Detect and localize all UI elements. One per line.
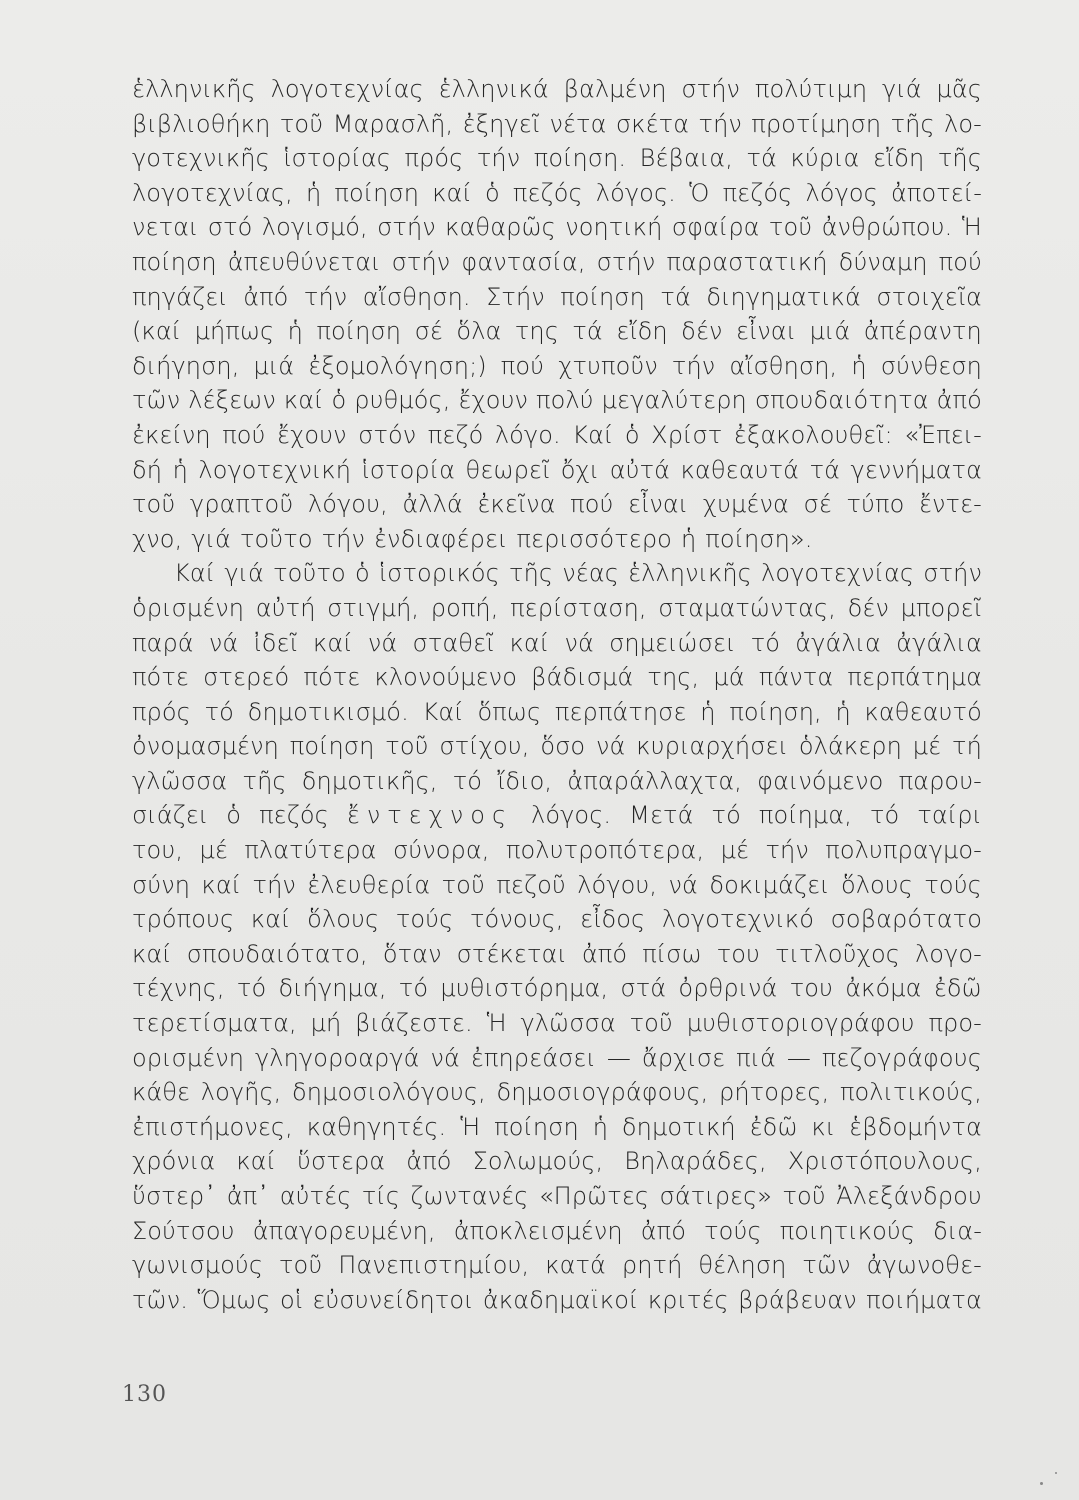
text-line: ορισμένη γληγοροαργά νά ἐπηρεάσει — ἄρχισε πιά — πεζογράφους — [132, 1043, 982, 1072]
text-line: ὁρισμένη αὐτή στιγμή, ροπή, περίσταση, σταματώντας, δέν μπορεῖ — [132, 593, 982, 622]
text-line: σιάζει ὁ πεζός ἔντεχνος λόγος. Μετά τό ποίημα, τό ταίρι — [132, 801, 982, 830]
text-line: καί σπουδαιότατο, ὅταν στέκεται ἀπό πίσω του τιτλοῦχος λογο- — [132, 939, 982, 968]
text-line: τρόπους καί ὅλους τούς τόνους, εἶδος λογοτεχνικό σοβαρότατο — [132, 905, 982, 934]
text-line: τοῦ γραπτοῦ λόγου, ἀλλά ἐκεῖνα πού εἶναι χυμένα σέ τύπο ἔντε- — [132, 490, 982, 519]
text-line: πηγάζει ἀπό τήν αἴσθηση. Στήν ποίηση τά διηγηματικά στοιχεῖα — [132, 282, 982, 311]
text-line: τέχνης, τό διήγημα, τό μυθιστόρημα, στά ὀρθρινά του ἀκόμα ἐδῶ — [132, 974, 982, 1003]
text-line: ὕστερ᾽ ἀπ᾽ αὐτές τίς ζωντανές «Πρῶτες σάτιρες» τοῦ Ἀλεξάνδρου — [132, 1182, 982, 1210]
text-line: Σούτσου ἀπαγορευμένη, ἀποκλεισμένη ἀπό τούς ποιητικούς δια- — [132, 1216, 982, 1245]
text-line: τερετίσματα, μή βιάζεστε. Ἡ γλῶσσα τοῦ μυθιστοριογράφου προ- — [132, 1009, 982, 1038]
text-line: Καί γιά τοῦτο ὁ ἱστορικός τῆς νέας ἑλληνικῆς λογοτεχνίας στήν — [174, 559, 982, 588]
text-line: ἐκείνη πού ἔχουν στόν πεζό λόγο. Καί ὁ Χρίστ ἐξακολουθεῖ: «Ἐπει- — [132, 420, 982, 449]
body-text — [132, 72, 982, 1317]
text-line: γοτεχνικῆς ἱστορίας πρός τήν ποίηση. Βέβαια, τά κύρια εἴδη τῆς — [132, 144, 982, 173]
text-line: ἑλληνικῆς λογοτεχνίας ἑλληνικά βαλμένη στήν πολύτιμη γιά μᾶς — [132, 75, 982, 103]
text-line: τῶν. Ὅμως οἱ εὐσυνείδητοι ἀκαδημαϊκοί κριτές βράβευαν ποιήματα — [132, 1285, 982, 1314]
paper-speck — [1055, 1472, 1057, 1474]
text-line: του, μέ πλατύτερα σύνορα, πολυτροπότερα, μέ τήν πολυπραγμο- — [132, 836, 982, 865]
text-line: ἐπιστήμονες, καθηγητές. Ἡ ποίηση ἡ δημοτική ἐδῶ κι ἑβδομήντα — [132, 1112, 982, 1141]
text-line: διήγηση, μιά ἐξομολόγηση;) πού χτυποῦν τήν αἴσθηση, ἡ σύνθεση — [132, 351, 982, 380]
text-line: χνο, γιά τοῦτο τήν ἐνδιαφέρει περισσότερο ἡ ποίηση». — [132, 524, 813, 553]
text-line: γλῶσσα τῆς δημοτικῆς, τό ἴδιο, ἀπαράλλαχτα, φαινόμενο παρου- — [132, 766, 982, 795]
text-line: τῶν λέξεων καί ὁ ρυθμός, ἔχουν πολύ μεγαλύτερη σπουδαιότητα ἀπό — [132, 386, 982, 415]
paper-speck — [1040, 1482, 1043, 1485]
text-line: κάθε λογῆς, δημοσιολόγους, δημοσιογράφους, ρήτορες, πολιτικούς, — [132, 1078, 982, 1107]
text-line: δή ἡ λογοτεχνική ἱστορία θεωρεῖ ὄχι αὐτά καθεαυτά τά γεννήματα — [132, 455, 982, 484]
text-line: γωνισμούς τοῦ Πανεπιστημίου, κατά ρητή θέληση τῶν ἀγωνοθε- — [132, 1251, 982, 1280]
text-line: παρά νά ἰδεῖ καί νά σταθεῖ καί νά σημειώσει τό ἀγάλια ἀγάλια — [132, 628, 982, 657]
text-line: (καί μήπως ἡ ποίηση σέ ὅλα της τά εἴδη δέν εἶναι μιά ἀπέραντη — [132, 317, 982, 346]
text-line: χρόνια καί ὕστερα ἀπό Σολωμούς, Βηλαράδες, Χριστόπουλους, — [132, 1147, 982, 1176]
text-line: ὀνομασμένη ποίηση τοῦ στίχου, ὅσο νά κυριαρχήσει ὁλάκερη μέ τή — [132, 732, 982, 761]
page-number: 130 — [122, 1382, 167, 1407]
text-line: ποίηση ἀπευθύνεται στήν φαντασία, στήν παραστατική δύναμη πού — [132, 247, 982, 276]
text-line: βιβλιοθήκη τοῦ Μαρασλῆ, ἐξηγεῖ νέτα σκέτα τήν προτίμηση τῆς λο- — [132, 109, 982, 138]
text-line: πότε στερεό πότε κλονούμενο βάδισμά της, μά πάντα περπάτημα — [132, 663, 982, 692]
text-line: νεται στό λογισμό, στήν καθαρῶς νοητική σφαίρα τοῦ ἀνθρώπου. Ἡ — [132, 213, 982, 242]
text-line: λογοτεχνίας, ἡ ποίηση καί ὁ πεζός λόγος. Ὁ πεζός λόγος ἀποτεί- — [132, 178, 982, 207]
text-line: σύνη καί τήν ἐλευθερία τοῦ πεζοῦ λόγου, νά δοκιμάζει ὅλους τούς — [132, 870, 982, 899]
text-line: πρός τό δημοτικισμό. Καί ὅπως περπάτησε ἡ ποίηση, ἡ καθεαυτό — [132, 697, 982, 726]
